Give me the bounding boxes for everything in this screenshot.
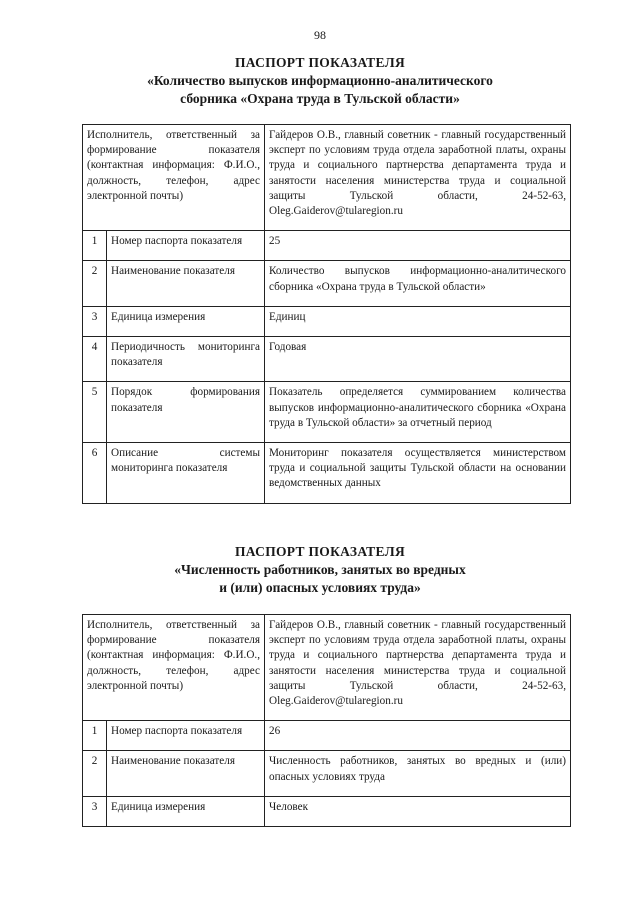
row-number: 5 [83,382,107,443]
table-row [83,337,571,382]
row-label: Наименование показателя [107,751,265,796]
executor-label: Исполнитель, ответственный за формирование показателя (контактная информация: Ф.И.О., должность, телефон, адрес электронной почты) [83,125,265,231]
row-label: Номер паспорта показателя [107,231,265,261]
row-label: Наименование показателя [107,261,265,306]
row-label: Номер паспорта показателя [107,721,265,751]
row-value: Показатель определяется суммированием количества выпусков информационно-аналитического сборника «Охрана труда в Тульской области» за отчетный период [265,382,571,443]
executor-label: Исполнитель, ответственный за формирование показателя (контактная информация: Ф.И.О., должность, телефон, адрес электронной почты) [83,615,265,721]
row-number: 2 [83,751,107,796]
row-label: Единица измерения [107,306,265,336]
table-row [83,382,571,443]
row-number: 6 [83,443,107,504]
row-value: Человек [265,796,571,826]
passport-1-title-line-2: сборника «Охрана труда в Тульской области» [180,91,460,106]
row-value: Количество выпусков информационно-аналитического сборника «Охрана труда в Тульской области» [265,261,571,306]
passport-2-title-line-1: «Численность работников, занятых во вредных [174,562,466,577]
table-row [83,125,571,231]
table-row [83,231,571,261]
row-number: 4 [83,337,107,382]
row-value: Численность работников, занятых во вредных и (или) опасных условиях труда [265,751,571,796]
executor-value: Гайдеров О.В., главный советник - главный государственный эксперт по условиям труда отдела заработной платы, охраны труда и социального партнерства департамента труда и занятости населения министерства труда и социальной защиты Тульской области, 24-52-63, Oleg.Gaiderov@tularegion.ru [265,125,571,231]
table-row [83,721,571,751]
table-row [83,306,571,336]
table-row [83,751,571,796]
row-value: 26 [265,721,571,751]
row-value: Единиц [265,306,571,336]
passport-1-heading: ПАСПОРТ ПОКАЗАТЕЛЯ [234,55,406,70]
table-row [83,261,571,306]
table-row [83,443,571,504]
passport-2-heading: ПАСПОРТ ПОКАЗАТЕЛЯ [234,544,406,559]
executor-value: Гайдеров О.В., главный советник - главный государственный эксперт по условиям труда отдела заработной платы, охраны труда и социального партнерства департамента труда и занятости населения министерства труда и социальной защиты Тульской области, 24-52-63, Oleg.Gaiderov@tularegion.ru [265,615,571,721]
row-value: 25 [265,231,571,261]
row-label: Порядок формирования показателя [107,382,265,443]
row-label: Периодичность мониторинга показателя [107,337,265,382]
row-label: Единица измерения [107,796,265,826]
table-row [83,796,571,826]
passport-1-title [0,54,640,108]
passport-2-title [0,543,640,597]
passport-1-table [82,124,571,504]
passport-1-title-line-1: «Количество выпусков информационно-аналитического [147,73,493,88]
table-row [83,615,571,721]
row-label: Описание системы мониторинга показателя [107,443,265,504]
passport-2-title-line-2: и (или) опасных условиях труда» [219,580,421,595]
passport-2-table [82,614,571,827]
row-number: 1 [83,721,107,751]
row-number: 3 [83,306,107,336]
row-number: 1 [83,231,107,261]
row-number: 2 [83,261,107,306]
page-number: 98 [314,28,326,42]
row-number: 3 [83,796,107,826]
row-value: Годовая [265,337,571,382]
row-value: Мониторинг показателя осуществляется министерством труда и социальной защиты Тульской области на основании ведомственных данных [265,443,571,504]
